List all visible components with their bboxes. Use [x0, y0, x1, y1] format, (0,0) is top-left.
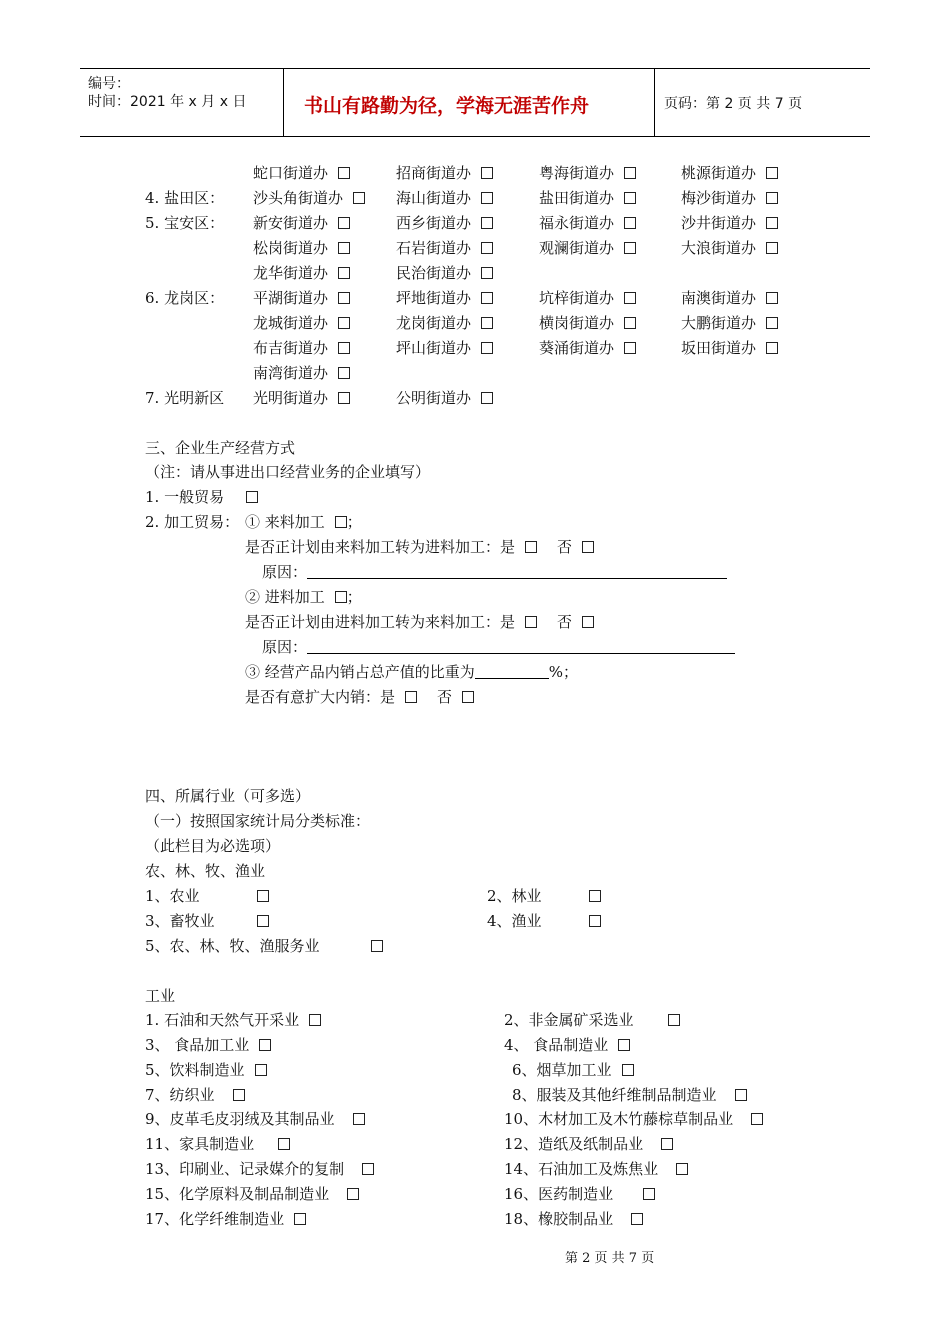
- checkbox[interactable]: [735, 1089, 747, 1101]
- checkbox[interactable]: [766, 342, 778, 354]
- checkbox[interactable]: [622, 1064, 634, 1076]
- checkbox[interactable]: [353, 192, 365, 204]
- no-checkbox[interactable]: [582, 541, 594, 553]
- section-subtitle: （一）按照国家统计局分类标准：: [145, 812, 371, 830]
- checkbox[interactable]: [338, 167, 350, 179]
- industry-option[interactable]: 11、家具制造业: [145, 1133, 290, 1154]
- checkbox[interactable]: [338, 292, 350, 304]
- industry-option[interactable]: 17、化学纤维制造业: [145, 1208, 306, 1229]
- street-office-option[interactable]: 坪地街道办: [396, 287, 493, 308]
- checkbox[interactable]: [481, 242, 493, 254]
- yes-checkbox[interactable]: [405, 691, 417, 703]
- street-office-option[interactable]: 民治街道办: [396, 262, 493, 283]
- checkbox[interactable]: [481, 292, 493, 304]
- street-office-option[interactable]: 梅沙街道办: [681, 187, 778, 208]
- expand-domestic-question: 是否有意扩大内销：是 否: [245, 686, 474, 707]
- checkbox[interactable]: [481, 167, 493, 179]
- agriculture-title: 农、林、牧、渔业: [145, 862, 266, 880]
- yes-checkbox[interactable]: [525, 616, 537, 628]
- imported-materials-option[interactable]: ② 进料加工 ；: [245, 588, 362, 606]
- industry-option[interactable]: 5、农、林、牧、渔服务业: [145, 935, 383, 956]
- checkbox[interactable]: [338, 317, 350, 329]
- industry-option[interactable]: 15、化学原料及制品制造业: [145, 1183, 359, 1204]
- industry-option[interactable]: 5、饮料制造业: [145, 1059, 267, 1080]
- street-office-option[interactable]: 新安街道办: [253, 212, 350, 233]
- street-office-option[interactable]: 龙城街道办: [253, 312, 350, 333]
- page-footer: 第 2 页 共 7 页: [565, 1251, 655, 1266]
- ratio-line[interactable]: [475, 664, 549, 679]
- section-title: 三、企业生产经营方式: [145, 439, 296, 457]
- doc-number-label: 编号：: [88, 76, 130, 92]
- checkbox[interactable]: [338, 217, 350, 229]
- checkbox[interactable]: [589, 915, 601, 927]
- street-office-option[interactable]: 沙井街道办: [681, 212, 778, 233]
- general-trade-option[interactable]: 1. 一般贸易: [145, 486, 258, 507]
- industry-option[interactable]: 1、农业: [145, 885, 269, 906]
- reason-field-2[interactable]: 原因：: [262, 636, 735, 657]
- checkbox[interactable]: [338, 367, 350, 379]
- checkbox[interactable]: [362, 1163, 374, 1175]
- checkbox[interactable]: [481, 267, 493, 279]
- checkbox[interactable]: [481, 192, 493, 204]
- street-office-option[interactable]: 布吉街道办: [253, 337, 350, 358]
- checkbox[interactable]: [668, 1014, 680, 1026]
- section-note: （注：请从事进出口经营业务的企业填写）: [145, 463, 431, 481]
- checkbox[interactable]: [353, 1113, 365, 1125]
- incoming-materials-option[interactable]: ① 来料加工 ；: [245, 513, 362, 531]
- checkbox[interactable]: [624, 242, 636, 254]
- checkbox[interactable]: [631, 1213, 643, 1225]
- street-office-option[interactable]: 横岗街道办: [539, 312, 636, 333]
- district-label: 6. 龙岗区：: [145, 289, 225, 307]
- street-office-option[interactable]: 葵涌街道办: [539, 337, 636, 358]
- page-header: [80, 68, 870, 137]
- header-page-label: 页码：第 2 页 共 7 页: [664, 96, 803, 112]
- header-divider: [654, 69, 655, 136]
- street-office-option[interactable]: 公明街道办: [396, 387, 493, 408]
- street-office-option[interactable]: 大鹏街道办: [681, 312, 778, 333]
- checkbox[interactable]: [371, 940, 383, 952]
- checkbox[interactable]: [766, 242, 778, 254]
- street-office-option[interactable]: 龙华街道办: [253, 262, 350, 283]
- checkbox[interactable]: [233, 1089, 245, 1101]
- street-office-option[interactable]: 坪山街道办: [396, 337, 493, 358]
- checkbox[interactable]: [618, 1039, 630, 1051]
- yes-checkbox[interactable]: [525, 541, 537, 553]
- checkbox[interactable]: [643, 1188, 655, 1200]
- street-office-option[interactable]: 南澳街道办: [681, 287, 778, 308]
- checkbox[interactable]: [624, 167, 636, 179]
- street-office-option[interactable]: 松岗街道办: [253, 237, 350, 258]
- checkbox[interactable]: [589, 890, 601, 902]
- section-title: 四、所属行业（可多选）: [145, 787, 311, 805]
- industry-option[interactable]: 4、渔业: [487, 910, 601, 931]
- checkbox[interactable]: [676, 1163, 688, 1175]
- checkbox[interactable]: [257, 915, 269, 927]
- domestic-sales-ratio[interactable]: ③ 经营产品内销占总产值的比重为 %；: [245, 663, 579, 681]
- convert-question-1: 是否正计划由来料加工转为进料加工：是 否: [245, 536, 594, 557]
- checkbox[interactable]: [766, 217, 778, 229]
- checkbox[interactable]: [246, 491, 258, 503]
- checkbox[interactable]: [259, 1039, 271, 1051]
- processing-trade-label: 2. 加工贸易：: [145, 513, 240, 531]
- industry-option[interactable]: 16、医药制造业: [504, 1183, 655, 1204]
- industry-option[interactable]: 10、木材加工及木竹藤棕草制品业: [504, 1108, 763, 1129]
- street-office-option[interactable]: 粤海街道办: [539, 162, 636, 183]
- street-office-option[interactable]: 南湾街道办: [253, 362, 350, 383]
- street-office-option[interactable]: 光明街道办: [253, 387, 350, 408]
- header-divider: [283, 69, 284, 136]
- street-office-option[interactable]: 石岩街道办: [396, 237, 493, 258]
- checkbox[interactable]: [481, 217, 493, 229]
- district-label: 5. 宝安区：: [145, 214, 225, 232]
- checkbox[interactable]: [624, 317, 636, 329]
- checkbox[interactable]: [481, 392, 493, 404]
- checkbox[interactable]: [338, 267, 350, 279]
- industry-option[interactable]: 4、 食品制造业: [504, 1034, 630, 1055]
- checkbox[interactable]: [661, 1138, 673, 1150]
- industry-option[interactable]: 6、烟草加工业: [504, 1059, 634, 1080]
- checkbox[interactable]: [751, 1113, 763, 1125]
- reason-line[interactable]: [307, 564, 727, 579]
- checkbox[interactable]: [481, 342, 493, 354]
- checkbox[interactable]: [338, 342, 350, 354]
- industry-option[interactable]: 2、林业: [487, 885, 601, 906]
- checkbox[interactable]: [481, 317, 493, 329]
- reason-line[interactable]: [307, 639, 735, 654]
- district-label: 7. 光明新区: [145, 389, 225, 407]
- checkbox[interactable]: [255, 1064, 267, 1076]
- convert-question-2: 是否正计划由进料加工转为来料加工：是 否: [245, 611, 594, 632]
- checkbox[interactable]: [624, 342, 636, 354]
- industry-option[interactable]: 13、印刷业、记录媒介的复制: [145, 1158, 374, 1179]
- reason-field-1[interactable]: 原因：: [262, 561, 727, 582]
- checkbox[interactable]: [335, 516, 347, 528]
- street-office-option[interactable]: 桃源街道办: [681, 162, 778, 183]
- no-checkbox[interactable]: [582, 616, 594, 628]
- checkbox[interactable]: [338, 242, 350, 254]
- industry-option[interactable]: 12、造纸及纸制品业: [504, 1133, 673, 1154]
- industry-option[interactable]: 1. 石油和天然气开采业: [145, 1009, 321, 1030]
- street-office-option[interactable]: 福永街道办: [539, 212, 636, 233]
- checkbox[interactable]: [766, 317, 778, 329]
- street-office-option[interactable]: 沙头角街道办: [253, 187, 365, 208]
- industry-option[interactable]: 18、橡胶制品业: [504, 1208, 643, 1229]
- industry-title: 工业: [145, 987, 176, 1005]
- checkbox[interactable]: [309, 1014, 321, 1026]
- street-office-option[interactable]: 观澜街道办: [539, 237, 636, 258]
- checkbox[interactable]: [347, 1188, 359, 1200]
- industry-option[interactable]: 3、 食品加工业: [145, 1034, 271, 1055]
- district-label: 4. 盐田区：: [145, 189, 225, 207]
- checkbox[interactable]: [257, 890, 269, 902]
- checkbox[interactable]: [766, 167, 778, 179]
- section-subtitle: （此栏目为必选项）: [145, 837, 281, 855]
- checkbox[interactable]: [766, 292, 778, 304]
- checkbox[interactable]: [338, 392, 350, 404]
- checkbox[interactable]: [624, 292, 636, 304]
- no-checkbox[interactable]: [462, 691, 474, 703]
- checkbox[interactable]: [624, 217, 636, 229]
- checkbox[interactable]: [766, 192, 778, 204]
- street-office-option[interactable]: 平湖街道办: [253, 287, 350, 308]
- checkbox[interactable]: [294, 1213, 306, 1225]
- street-office-option[interactable]: 龙岗街道办: [396, 312, 493, 333]
- checkbox[interactable]: [624, 192, 636, 204]
- street-office-option[interactable]: 大浪街道办: [681, 237, 778, 258]
- street-office-option[interactable]: 坂田街道办: [681, 337, 778, 358]
- industry-option[interactable]: 3、畜牧业: [145, 910, 269, 931]
- street-office-option[interactable]: 西乡街道办: [396, 212, 493, 233]
- checkbox[interactable]: [335, 591, 347, 603]
- header-motto: 书山有路勤为径，学海无涯苦作舟: [304, 95, 590, 117]
- street-office-option[interactable]: 坑梓街道办: [539, 287, 636, 308]
- industry-option[interactable]: 2、非金属矿采选业: [504, 1009, 680, 1030]
- checkbox[interactable]: [278, 1138, 290, 1150]
- industry-option[interactable]: 9、皮革毛皮羽绒及其制品业: [145, 1108, 365, 1129]
- industry-option[interactable]: 14、石油加工及炼焦业: [504, 1158, 688, 1179]
- industry-option[interactable]: 8、服装及其他纤维制品制造业: [504, 1084, 747, 1105]
- doc-time-label: 时间：2021 年 x 月 x 日: [88, 94, 247, 110]
- street-office-option[interactable]: 海山街道办: [396, 187, 493, 208]
- street-office-option[interactable]: 蛇口街道办: [253, 162, 350, 183]
- street-office-option[interactable]: 招商街道办: [396, 162, 493, 183]
- industry-option[interactable]: 7、纺织业: [145, 1084, 245, 1105]
- street-office-option[interactable]: 盐田街道办: [539, 187, 636, 208]
